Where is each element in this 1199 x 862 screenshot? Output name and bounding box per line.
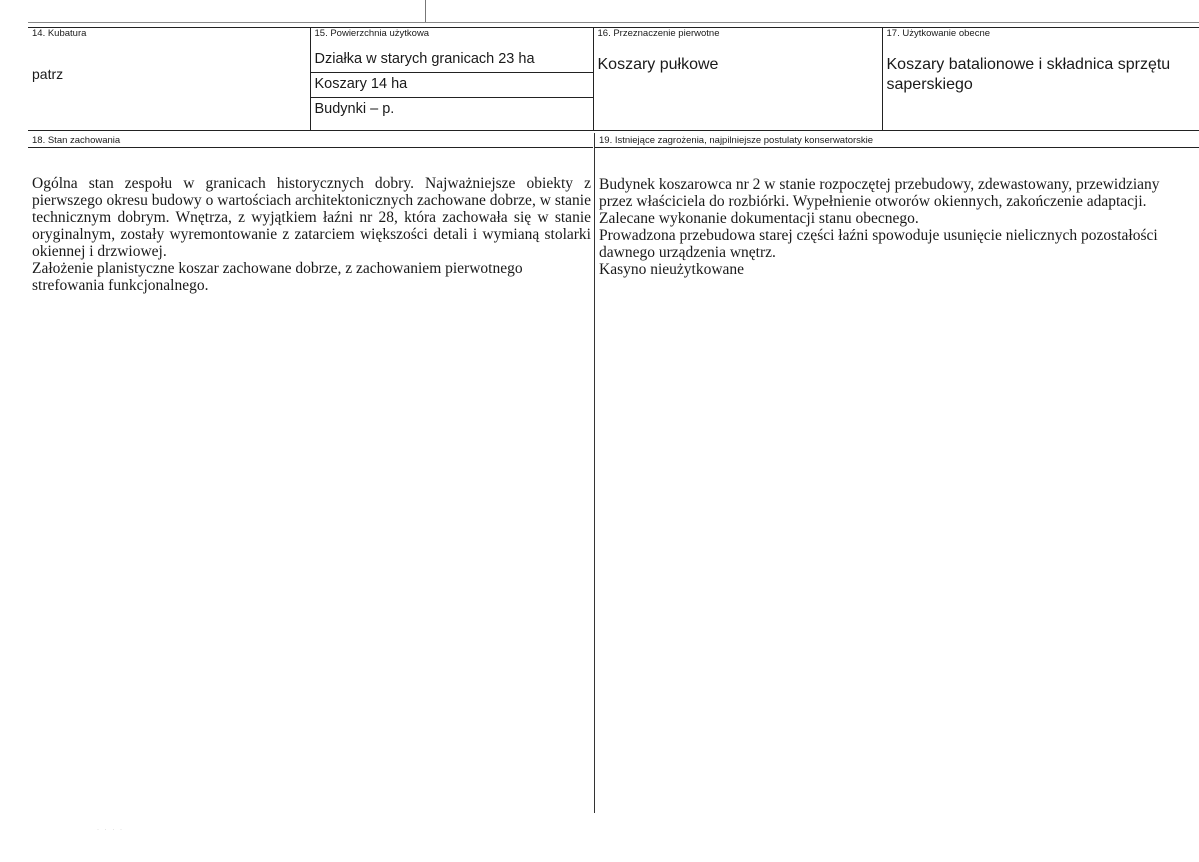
top-divider-line [425,0,426,22]
stan-label: 18. Stan zachowania [28,133,593,148]
powierzchnia-item: Koszary 14 ha [311,73,593,98]
kubatura-label: 14. Kubatura [32,28,87,39]
field-przeznaczenie [593,28,882,131]
form-row-18-19 [28,133,1199,813]
powierzchnia-label: 15. Powierzchnia użytkowa [314,28,430,39]
top-border-line [28,22,1199,23]
uzytkowanie-value: Koszary batalionowe i składnica sprzętu saperskiego [886,56,1171,93]
zagrozenia-label: 19. Istniejące zagrożenia, najpilniejsze postulaty konserwatorskie [595,133,1199,148]
powierzchnia-item: Budynki – p. [314,101,395,117]
stan-paragraph: Założenie planistyczne koszar zachowane dobrze, z zachowaniem pierwotnego strefowania funkcjonalnego. [32,260,523,294]
field-zagrozenia [594,133,1199,813]
scan-smudge: · · · · [97,827,124,833]
uzytkowanie-label: 17. Użytkowanie obecne [886,28,991,39]
field-powierzchnia [310,28,593,131]
przeznaczenie-label: 16. Przeznaczenie pierwotne [597,28,720,39]
zagrozenia-paragraph: Prowadzona przebudowa starej części łaźni spowoduje usunięcie nielicznych pozostałości dawnego urządzenia wnętrz. [599,227,1158,261]
zagrozenia-paragraph: Budynek koszarowca nr 2 w stanie rozpoczętej przebudowy, zdewastowany, przewidziany przez właściciela do rozbiórki. Wypełnienie otworów okiennych, zakończenie adaptacji. Zalecane wykonanie dokumentacji stanu obecnego. [599,176,1160,227]
field-kubatura [28,28,310,131]
field-uzytkowanie [882,28,1199,131]
stan-paragraph: Ogólna stan zespołu w granicach historycznych dobry. Najważniejsze obiekty z pierwszego okresu budowy o wartościach architektonicznych zachowane dobrze, w stanie technicznym dobrym. Wnętrza, z wyjątkiem łaźni nr 28, która zachowała się w stanie oryginalnym, zostały wyremontowanie z zatarciem większości detali i wymianą stolarki okiennej i drzwiowej. [32,175,591,260]
przeznaczenie-value: Koszary pułkowe [597,56,719,73]
form-row-14-17 [28,27,1199,131]
zagrozenia-paragraph: Kasyno nieużytkowane [599,261,745,278]
powierzchnia-list [311,48,593,122]
field-stan-zachowania [28,133,593,813]
powierzchnia-item: Działka w starych granicach 23 ha [311,48,593,73]
kubatura-value: patrz [32,66,64,82]
